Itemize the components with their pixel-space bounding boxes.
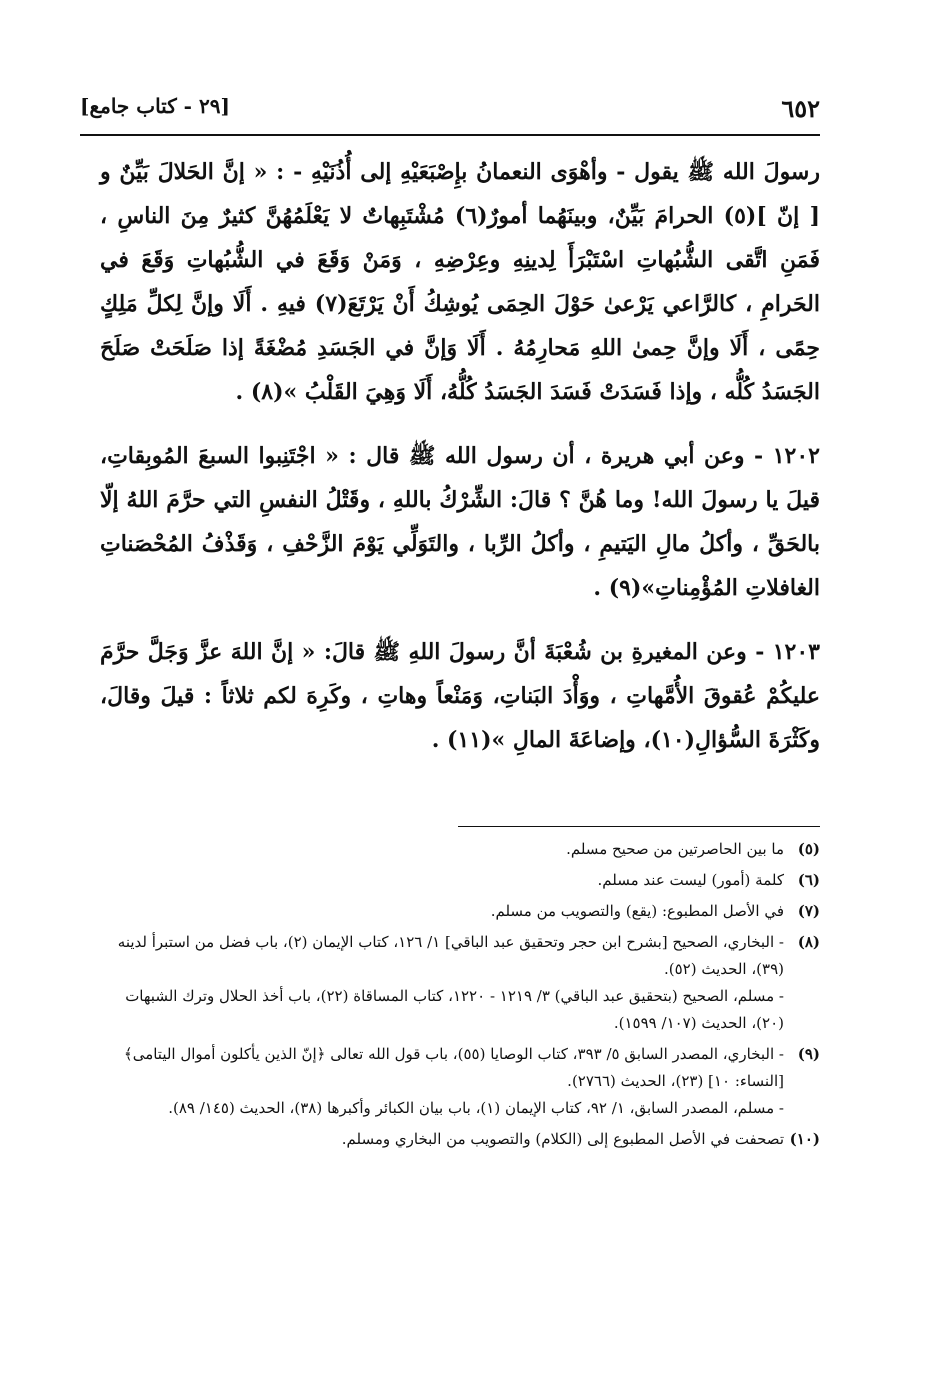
footnote-number: (٧)	[797, 902, 820, 920]
footnote-number: (٦)	[797, 871, 820, 889]
footnote-5	[100, 836, 820, 863]
footnote-text: كلمة (أمور) ليست عند مسلم.	[597, 871, 784, 889]
footnote-text: ما بين الحاصرتين من صحيح مسلم.	[566, 840, 784, 858]
hadith-paragraph-1202: ١٢٠٢ - وعن أبي هريرة ، أن رسول الله ﷺ قال : « اجْتَنِبوا السبعَ المُوبِقاتِ، قيلَ يا رسولَ الله! وما هُنَّ ؟ قالَ: الشِّرْكُ باللهِ ، وقَتْلُ النفسِ التي حرَّمَ اللهُ إلّا بالحَقِّ ، وأكلُ مالِ اليَتيمِ ، وأكلُ الرِّبا ، والتَوَلِّي يَوْمَ الزَّحْفِ ، وَقَذْفُ المُحْصَناتِ الغافلاتِ المُؤْمِناتِ»(٩) .	[100, 443, 820, 601]
main-text	[100, 150, 820, 782]
footnote-number: (٨)	[797, 933, 820, 951]
footnote-number: (٥)	[797, 840, 820, 858]
footnote-7	[100, 898, 820, 925]
footnote-text: في الأصل المطبوع: (يقع) والتصويب من مسلم.	[490, 902, 784, 920]
hadith-paragraph-1203: ١٢٠٣ - وعن المغيرةِ بن شُعْبَةَ أنَّ رسولَ اللهِ ﷺ قالَ: « إنَّ اللهَ عزَّ وَجَلَّ حرَّمَ عليكُمْ عُقوقَ الأُمَّهاتِ ، ووَأْدَ البَناتِ، وَمَنْعاً وهاتِ ، وكَرِهَ لكم ثلاثاً : قيلَ وقالَ، وكَثْرَةَ السُّؤالِ(١٠)، وإضاعَةَ المالِ »(١١) .	[100, 639, 820, 753]
page-header	[80, 88, 820, 128]
footnote-6	[100, 867, 820, 894]
footnote-text: - البخاري، الصحيح [بشرح ابن حجر وتحقيق عبد الباقي] ١/ ١٢٦، كتاب الإيمان (٢)، باب فضل من استبرأ لدينه (٣٩)، الحديث (٥٢).	[117, 933, 784, 978]
footnote-text: - البخاري، المصدر السابق ٥/ ٣٩٣، كتاب الوصايا (٥٥)، باب قول الله تعالى ﴿إنّ الذين يأكلون أموال اليتامى﴾ [النساء: ١٠] (٢٣)، الحديث (٢٧٦٦).	[123, 1045, 784, 1090]
footnote-text: تصحفت في الأصل المطبوع إلى (الكلام) والتصويب من البخاري ومسلم.	[341, 1130, 784, 1148]
footnote-text: - مسلم، المصدر السابق، ١/ ٩٢، كتاب الإيمان (١)، باب بيان الكبائر وأكبرها (٣٨)، الحديث (١٤٥/ ٨٩).	[168, 1099, 784, 1117]
header-rule	[80, 134, 820, 136]
footnote-10	[100, 1126, 820, 1153]
footnote-number: (٩)	[797, 1045, 820, 1063]
footnote-number: (١٠)	[789, 1130, 820, 1148]
footnote-text: - مسلم، الصحيح (بتحقيق عبد الباقي) ٣/ ١٢١٩ - ١٢٢٠، كتاب المساقاة (٢٢)، باب أخذ الحلال وترك الشبهات (٢٠)، الحديث (١٠٧/ ١٥٩٩).	[125, 987, 784, 1032]
hadith-paragraph-continued: رسولَ الله ﷺ يقول - وأهْوَى النعمانُ بإِصْبَعَيْهِ إلى أُذُنَيْهِ - : « إنَّ الحَلالَ بَيِّنٌ و [ إنّ ](٥) الحرامَ بَيِّنٌ، وبينَهُما أمورٌ(٦) مُشْتَبِهاتٌ لا يَعْلَمُهُنَّ كثيرٌ مِنَ الناسِ ، فَمَنِ اتَّقى الشُّبُهاتِ اسْتَبْرَأَ لِدينِهِ وعِرْضِهِ ، وَمَنْ وَقَعَ في الشُّبُهاتِ وَقَعَ في الحَرامِ ، كالرَّاعي يَرْعىٰ حَوْلَ الحِمَى يُوشِكُ أَنْ يَرْتَعَ(٧) فيهِ . أَلَا وإنَّ لِكلِّ مَلِكٍ حِمًى ، أَلَا وإنَّ حِمىٰ اللهِ مَحارِمُهُ . أَلَا وَإنَّ في الجَسَدِ مُضْغَةً إذا صَلَحَتْ صَلَحَ الجَسَدُ كُلُّه ، وإذا فَسَدَتْ فَسَدَ الجَسَدُ كُلُّهُ، أَلَا وَهِيَ القَلْبُ »(٨) .	[100, 159, 820, 405]
footnote-9	[100, 1041, 820, 1122]
footnote-separator	[458, 826, 820, 827]
running-title: [٢٩ - كتاب جامع]	[80, 94, 230, 118]
footnote-8	[100, 929, 820, 1037]
footnotes	[100, 836, 820, 1157]
page-number: ٦٥٢	[781, 94, 820, 123]
